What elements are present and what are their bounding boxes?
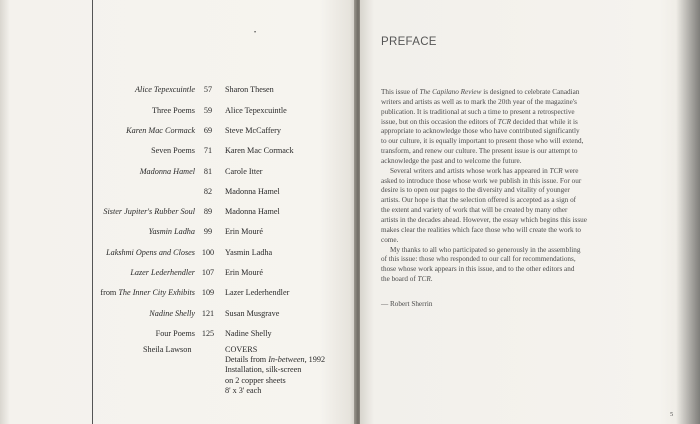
- preface-line: [381, 118, 619, 128]
- preface-body: [381, 88, 619, 285]
- toc-entry-title: [100, 287, 195, 299]
- preface-line: [381, 88, 619, 98]
- preface-line: [381, 177, 619, 187]
- page-number: 5: [670, 411, 674, 418]
- covers-material: on 2 copper sheets: [225, 375, 286, 385]
- toc-entry-title-text: Madonna Hamel: [139, 166, 195, 176]
- preface-line: [381, 275, 619, 285]
- preface-text: the board of: [381, 275, 418, 284]
- preface-line: [381, 186, 619, 196]
- preface-text: publication. It is traditional at such a time to present a retrospective: [381, 107, 575, 116]
- toc-entry-page: 69: [203, 125, 213, 135]
- toc-entry-title: [135, 84, 195, 96]
- toc-entry: [92, 308, 354, 320]
- preface-text: decided that while it is: [510, 117, 578, 126]
- toc-entry-title: [140, 166, 195, 178]
- toc-entry-author: Alice Tepexcuintle: [225, 105, 287, 115]
- toc-entry: [92, 206, 354, 218]
- covers-details-title: In-between: [268, 355, 305, 365]
- toc-entry: [92, 328, 354, 340]
- preface-signature: — Robert Sherrin: [381, 300, 433, 308]
- preface-text: come.: [381, 235, 399, 244]
- toc-entry-title: [130, 267, 195, 279]
- preface-line: [381, 147, 619, 157]
- preface-line: [381, 167, 619, 177]
- toc-entry-page: 59: [203, 105, 213, 115]
- toc-entry: [92, 267, 354, 279]
- preface-text: acknowledge the past and to welcome the future.: [381, 156, 522, 165]
- toc-entry-title: [149, 226, 195, 238]
- toc-entry-title-text: Nadine Shelly: [149, 308, 195, 318]
- toc-entry: [92, 125, 354, 137]
- toc-entry-title-text: The Inner City Exhibits: [118, 288, 195, 297]
- toc-entry: [92, 226, 354, 238]
- top-mark: •: [254, 30, 257, 36]
- preface-line: [381, 98, 619, 108]
- preface-text: .: [430, 275, 433, 284]
- preface-line: [381, 206, 619, 216]
- toc-entry-page: 71: [203, 146, 213, 155]
- toc-entry-page: 125: [201, 329, 215, 338]
- toc-entry: [92, 186, 354, 198]
- preface-italic-text: TCR: [497, 117, 511, 126]
- preface-text: the extent and variety of work that will be created by many other: [381, 206, 568, 215]
- preface-line: [381, 127, 619, 137]
- preface-italic-text: TCR: [417, 275, 431, 284]
- toc-entry-title-prefix: from: [100, 288, 119, 297]
- toc-entry-author: Sharon Thesen: [225, 85, 274, 94]
- toc-entry-page: 121: [201, 308, 215, 318]
- toc-entry-page: 89: [203, 207, 213, 216]
- toc-entry: [92, 145, 354, 157]
- preface-line: [381, 157, 619, 167]
- toc-entry-title-text: Alice Tepexcuintle: [135, 85, 195, 94]
- preface-italic-text: TCR: [549, 166, 563, 175]
- toc-entry-page: 57: [203, 85, 213, 94]
- preface-text: This issue of: [381, 88, 420, 96]
- toc-entry: [92, 84, 354, 96]
- toc-entry-page: 107: [201, 268, 215, 277]
- toc-entry-author: Carole Itter: [225, 166, 263, 176]
- preface-line: [381, 246, 619, 256]
- toc-entry-title-text: Lakshmi Opens and Closes: [106, 247, 195, 257]
- toc-entry-title-text: Seven Poems: [151, 146, 195, 155]
- covers-details-line: [225, 355, 325, 365]
- toc-entry-title-text: Three Poems: [152, 105, 195, 115]
- preface-line: [381, 255, 619, 265]
- toc-entry-author: Lazer Lederhendler: [225, 288, 290, 297]
- toc-entry-page: 82: [203, 186, 213, 196]
- preface-text: of this issue: those who responded to our call for recommendations,: [381, 255, 576, 264]
- toc-entry-title: [152, 105, 195, 117]
- covers-details: [225, 345, 325, 396]
- preface-text: asked to introduce those whose work we publish in this issue. For our: [381, 176, 582, 185]
- toc-entry-page: 100: [201, 247, 215, 257]
- preface-text: My thanks to all who participated so generously in the assembling: [381, 245, 581, 254]
- toc-entry-author: Susan Musgrave: [225, 308, 280, 318]
- covers-details-suffix: , 1992: [304, 355, 326, 365]
- preface-title: PREFACE: [381, 36, 437, 48]
- toc-entry-title-text: Four Poems: [155, 329, 195, 338]
- covers-dimensions: 8' x 3' each: [225, 385, 262, 395]
- preface-line: [381, 226, 619, 236]
- toc-entry-page: 81: [203, 166, 213, 176]
- toc-entry-title: [103, 206, 195, 218]
- preface-text: makes clear the realities which face those who will create the work to: [381, 225, 581, 234]
- toc-entry-title: [151, 145, 195, 157]
- preface-italic-text: The Capilano Review: [419, 88, 482, 96]
- toc-entry-title: [149, 308, 195, 320]
- covers-heading: COVERS: [225, 345, 258, 354]
- preface-text: to our culture, it is equally important to present those who will extend,: [381, 137, 584, 146]
- toc-entry-author: Erin Mouré: [225, 227, 263, 236]
- preface-text: transform, and renew our culture. The present issue is our attempt to: [381, 147, 578, 156]
- preface-text: appropriate to acknowledge those who have contributed significantly: [381, 127, 580, 136]
- preface-line: [381, 108, 619, 118]
- preface-line: [381, 265, 619, 275]
- preface-text: artists in the decades ahead. However, the essay which begins this issue: [381, 215, 587, 224]
- toc-entry-title: [106, 247, 195, 259]
- toc-entry-page: 99: [203, 227, 213, 236]
- preface-text: issue, but on this occasion the editors of: [381, 117, 498, 126]
- preface-text: were: [562, 166, 579, 175]
- toc-entry-title-text: Yasmin Ladha: [148, 227, 195, 236]
- preface-line: [381, 216, 619, 226]
- toc-entry-author: Yasmin Ladha: [225, 247, 273, 257]
- toc-entry: [92, 105, 354, 117]
- right-edge-shadow: [676, 0, 700, 424]
- preface-text: is designed to celebrate Canadian: [481, 88, 580, 96]
- toc-entry-author: Karen Mac Cormack: [225, 146, 294, 155]
- toc-entry: [92, 247, 354, 259]
- preface-line: [381, 236, 619, 246]
- preface-text: Several writers and artists whose work has appeared in: [381, 166, 550, 175]
- toc-entry: [92, 166, 354, 178]
- toc-entry-page: 109: [201, 288, 215, 297]
- preface-line: [381, 137, 619, 147]
- toc-entry-author: Madonna Hamel: [225, 186, 280, 196]
- preface-text: desire is to open our pages to the diversity and vitality of younger: [381, 186, 570, 195]
- toc-entry-title-text: Lazer Lederhendler: [130, 268, 195, 277]
- toc-entry-title-text: Sister Jupiter's Rubber Soul: [103, 207, 195, 216]
- toc-entry: [92, 287, 354, 299]
- toc-entry-author: Steve McCaffery: [225, 125, 282, 135]
- preface-text: those whose work appears in this issue, and to the other editors and: [381, 265, 575, 274]
- preface-text: artists. Our hope is that the selection offered is accepted as a sign of: [381, 196, 577, 205]
- covers-medium: Installation, silk-screen: [225, 365, 302, 375]
- covers-details-prefix: Details from: [225, 355, 269, 365]
- toc-entry-author: Nadine Shelly: [225, 329, 272, 338]
- toc-entry-title-text: Karen Mac Cormack: [126, 125, 195, 135]
- toc-entry-title: [126, 125, 195, 137]
- toc-entry-author: Madonna Hamel: [225, 207, 280, 216]
- preface-line: [381, 196, 619, 206]
- toc-entry-author: Erin Mouré: [225, 268, 263, 277]
- preface-text: writers and artists as well as to mark the 20th year of the magazine's: [381, 97, 577, 106]
- covers-artist: Sheila Lawson: [143, 345, 192, 354]
- toc-entry-title: [156, 328, 195, 340]
